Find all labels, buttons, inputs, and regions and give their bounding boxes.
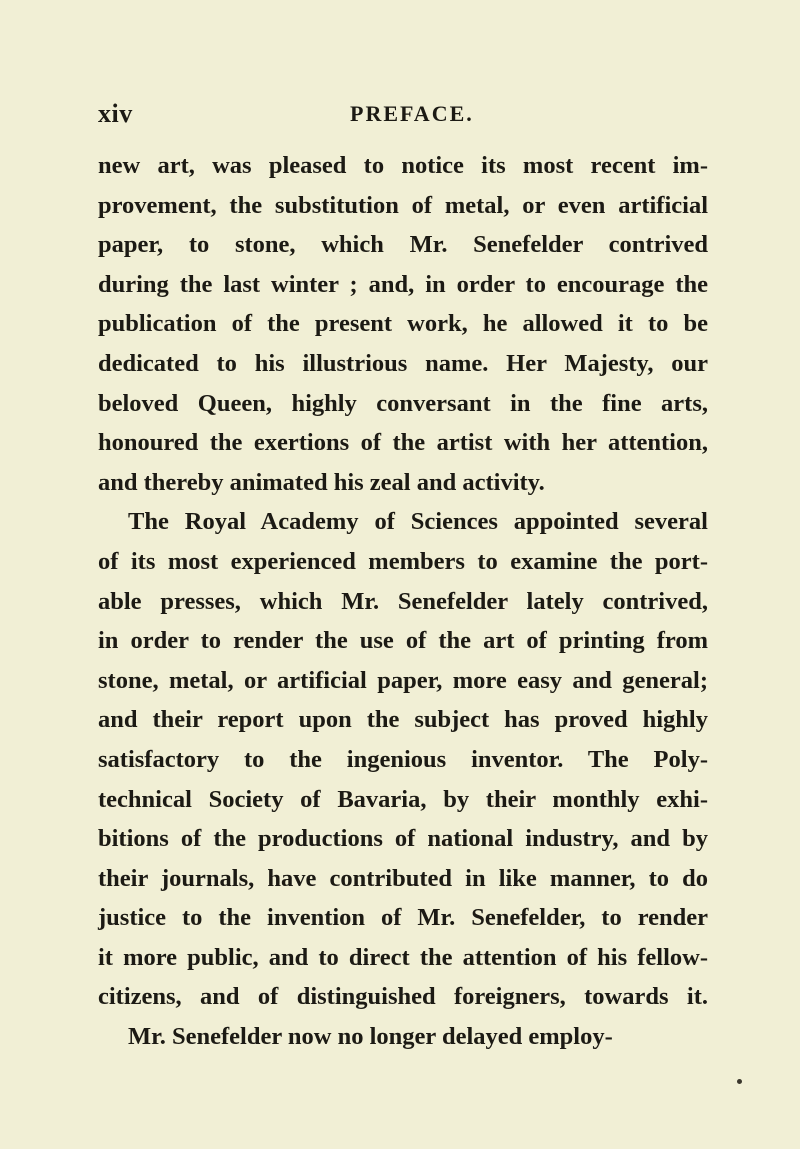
text-line: and their report upon the subject has proved highly — [98, 706, 708, 734]
text-line: honoured the exertions of the artist with her attention, — [98, 429, 708, 457]
text-line: able presses, which Mr. Senefelder lately contrived, — [98, 587, 708, 615]
text-line: beloved Queen, highly conversant in the fine arts, — [98, 389, 708, 417]
text-line: dedicated to his illustrious name. Her Majesty, our — [98, 349, 708, 377]
page-header — [98, 99, 698, 133]
text-line: and thereby animated his zeal and activity. — [98, 468, 545, 496]
body-text — [98, 146, 708, 1057]
text-line: it more public, and to direct the attention of his fellow- — [98, 943, 708, 971]
text-line: in order to render the use of the art of printing from — [98, 627, 708, 655]
ink-speck — [737, 1079, 742, 1084]
text-line: paper, to stone, which Mr. Senefelder contrived — [98, 231, 708, 259]
text-line: stone, metal, or artificial paper, more easy and general; — [98, 666, 708, 694]
text-line: bitions of the productions of national industry, and by — [98, 825, 708, 853]
text-line: citizens, and of distinguished foreigners, towards it. — [98, 983, 708, 1011]
text-line: Mr. Senefelder now no longer delayed employ- — [128, 1023, 613, 1051]
text-line: publication of the present work, he allowed it to be — [98, 310, 708, 338]
text-line: during the last winter ; and, in order to encourage the — [98, 270, 708, 298]
text-line: of its most experienced members to examine the port- — [98, 547, 708, 575]
text-line: The Royal Academy of Sciences appointed several — [128, 508, 708, 536]
text-line: new art, was pleased to notice its most recent im- — [98, 152, 708, 179]
text-line: provement, the substitution of metal, or even artificial — [98, 191, 708, 219]
text-line: technical Society of Bavaria, by their monthly exhi- — [98, 785, 708, 813]
page-number: xiv — [98, 99, 133, 128]
text-line: justice to the invention of Mr. Senefelder, to render — [98, 904, 708, 932]
text-line: their journals, have contributed in like manner, to do — [98, 864, 708, 892]
text-line: satisfactory to the ingenious inventor. The Poly- — [98, 745, 708, 773]
running-head: PREFACE. — [350, 101, 474, 126]
